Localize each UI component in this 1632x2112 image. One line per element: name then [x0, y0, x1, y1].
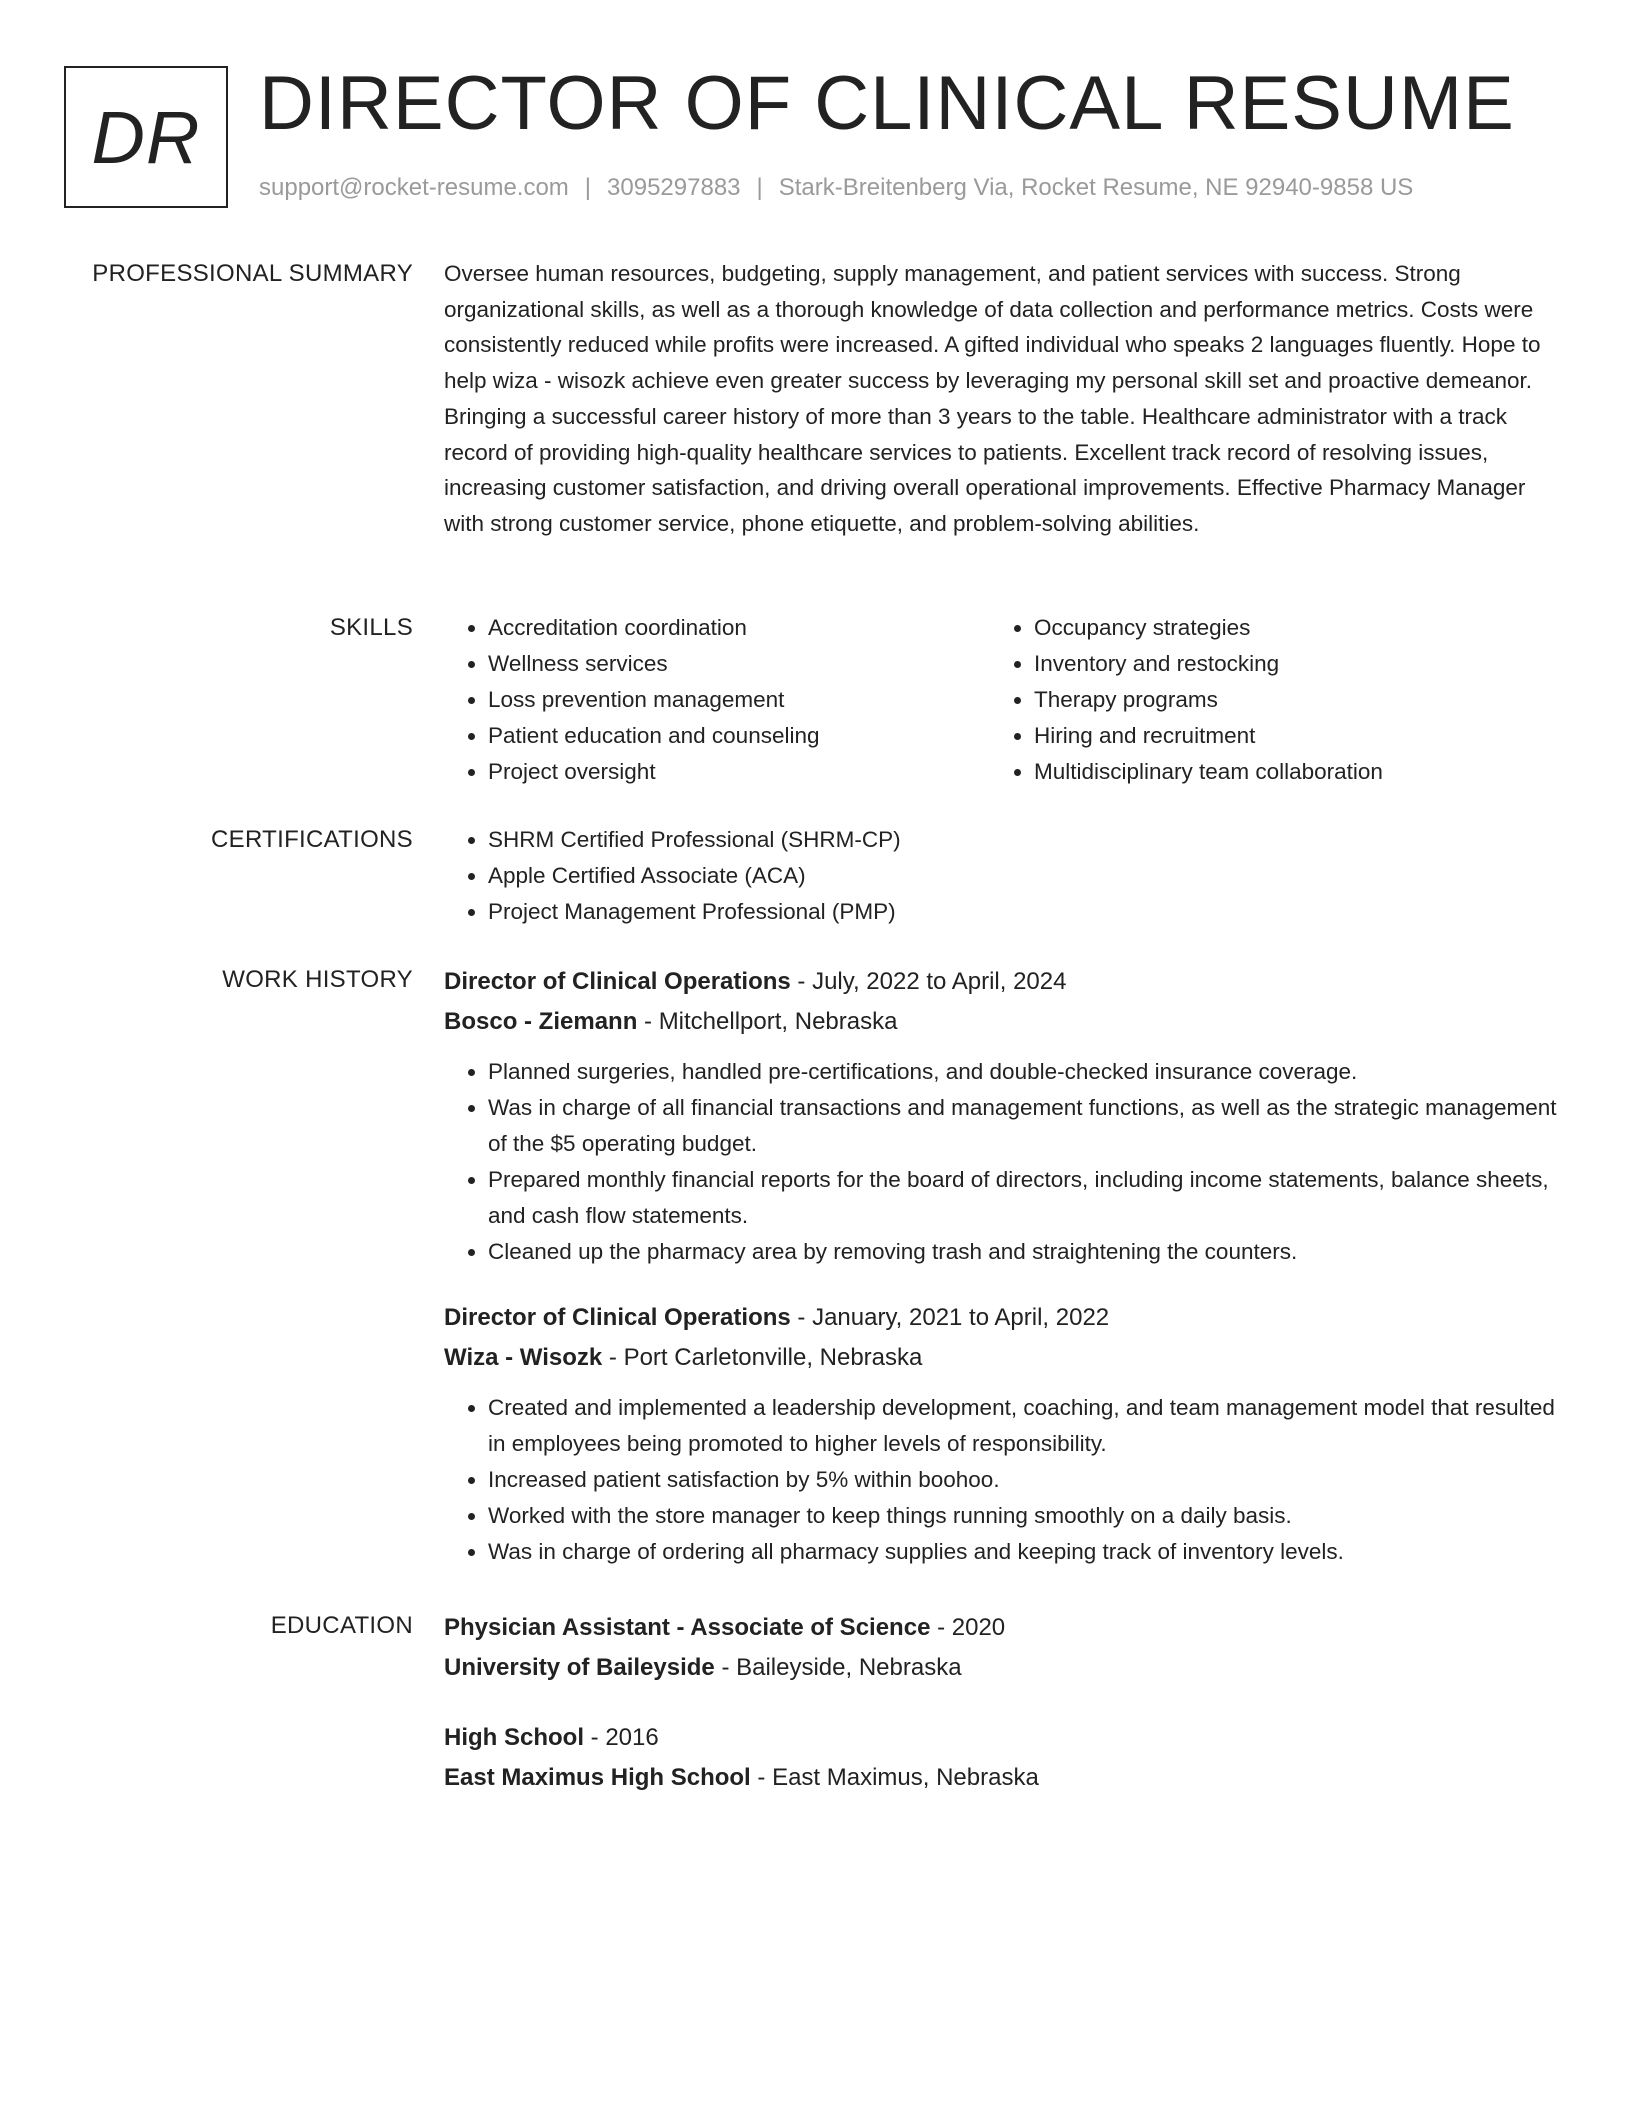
job-bullet: • Planned surgeries, handled pre-certifications, and double-checked insurance coverage.	[488, 1054, 1564, 1090]
education-entry	[444, 1608, 1564, 1688]
job-bullet: • Worked with the store manager to keep things running smoothly on a daily basis.	[488, 1498, 1564, 1534]
education-school-line	[444, 1648, 1564, 1688]
job-location: - Mitchellport, Nebraska	[637, 1008, 898, 1035]
education-degree: Physician Assistant - Associate of Science	[444, 1614, 931, 1641]
section-label-education: EDUCATION	[270, 1612, 413, 1639]
education-degree: High School	[444, 1724, 584, 1751]
education-heading	[444, 1608, 1564, 1648]
job-dates: - January, 2021 to April, 2022	[790, 1304, 1110, 1331]
education-year: - 2016	[584, 1724, 659, 1751]
job-bullet: • Was in charge of all financial transactions and management functions, as well as the strategic management of the $5 operating budget.	[488, 1090, 1564, 1162]
contact-separator: |	[584, 174, 592, 201]
skill-item: • Patient education and counseling	[488, 718, 990, 754]
job-location: - Port Carletonville, Nebraska	[602, 1344, 923, 1371]
section-label-work-history: WORK HISTORY	[222, 966, 413, 993]
job-dates: - July, 2022 to April, 2024	[790, 968, 1067, 995]
job-company: Wiza - Wisozk	[444, 1344, 603, 1371]
skill-item: • Therapy programs	[1034, 682, 1536, 718]
job-bullet: • Cleaned up the pharmacy area by removing trash and straightening the counters.	[488, 1234, 1564, 1270]
contact-address: Stark-Breitenberg Via, Rocket Resume, NE 92940-9858 US	[778, 174, 1414, 201]
certification-item: • SHRM Certified Professional (SHRM-CP)	[488, 822, 1564, 858]
skill-item: • Project oversight	[488, 754, 990, 790]
skills-column-right	[990, 610, 1536, 790]
skill-item: • Multidisciplinary team collaboration	[1034, 754, 1536, 790]
education-entry	[444, 1718, 1564, 1798]
skills-column-left	[444, 610, 990, 790]
job-heading	[444, 962, 1564, 1002]
education-location: - Baileyside, Nebraska	[714, 1654, 962, 1681]
section-label-certifications: CERTIFICATIONS	[211, 826, 413, 853]
skill-item: • Occupancy strategies	[1034, 610, 1536, 646]
summary-text: Oversee human resources, budgeting, supply management, and patient services with success. Strong organizational skills, as well as a thorough knowledge of data collection and performance metrics. Costs were consistently reduced while profits were increased. A gifted individual who speaks 2 languages fluently. Hope to help wiza - wisozk achieve even greater success by leveraging my personal skill set and proactive demeanor. Bringing a successful career history of more than 3 years to the table. Healthcare administrator with a track record of providing high-quality healthcare services to patients. Excellent track record of resolving issues, increasing customer satisfaction, and driving overall operational improvements. Effective Pharmacy Manager with strong customer service, phone etiquette, and problem-solving abilities.	[444, 261, 1541, 536]
education-location: - East Maximus, Nebraska	[750, 1764, 1039, 1791]
contact-line	[259, 174, 1413, 202]
job-bullet: • Created and implemented a leadership development, coaching, and team management model that resulted in employees being promoted to higher levels of responsibility.	[488, 1390, 1564, 1462]
section-label-skills: SKILLS	[329, 614, 413, 641]
job-entry	[444, 962, 1564, 1270]
job-company: Bosco - Ziemann	[444, 1008, 638, 1035]
education-school-line	[444, 1758, 1564, 1798]
job-bullet: • Was in charge of ordering all pharmacy supplies and keeping track of inventory levels.	[488, 1534, 1564, 1570]
section-label-summary: PROFESSIONAL SUMMARY	[92, 260, 413, 287]
skill-item: • Loss prevention management	[488, 682, 990, 718]
resume-title: DIRECTOR OF CLINICAL RESUME	[259, 61, 1515, 146]
job-employer-line	[444, 1002, 1564, 1042]
education-heading	[444, 1718, 1564, 1758]
monogram-badge: DR	[64, 66, 228, 208]
job-title: Director of Clinical Operations	[444, 968, 791, 995]
job-bullet: • Prepared monthly financial reports for the board of directors, including income statements, balance sheets, and cash flow statements.	[488, 1162, 1564, 1234]
job-title: Director of Clinical Operations	[444, 1304, 791, 1331]
skill-item: • Inventory and restocking	[1034, 646, 1536, 682]
contact-phone: 3095297883	[607, 174, 741, 201]
job-heading	[444, 1298, 1564, 1338]
resume-header	[64, 61, 1568, 208]
skill-item: • Hiring and recruitment	[1034, 718, 1536, 754]
certification-item: • Project Management Professional (PMP)	[488, 894, 1564, 930]
certification-item: • Apple Certified Associate (ACA)	[488, 858, 1564, 894]
skill-item: • Wellness services	[488, 646, 990, 682]
job-bullet: • Increased patient satisfaction by 5% within boohoo.	[488, 1462, 1564, 1498]
skill-item: • Accreditation coordination	[488, 610, 990, 646]
job-entry	[444, 1298, 1564, 1570]
education-year: - 2020	[930, 1614, 1006, 1641]
education-list	[444, 1608, 1564, 1798]
education-school: University of Baileyside	[444, 1654, 715, 1681]
skills-list	[444, 610, 1564, 790]
job-bullets	[444, 1054, 1564, 1270]
certifications-list	[444, 822, 1564, 930]
education-school: East Maximus High School	[444, 1764, 751, 1791]
contact-separator: |	[756, 174, 763, 201]
work-history-list	[444, 962, 1564, 1570]
job-bullets	[444, 1390, 1564, 1570]
job-employer-line	[444, 1338, 1564, 1378]
contact-email: support@rocket-resume.com	[259, 174, 569, 201]
